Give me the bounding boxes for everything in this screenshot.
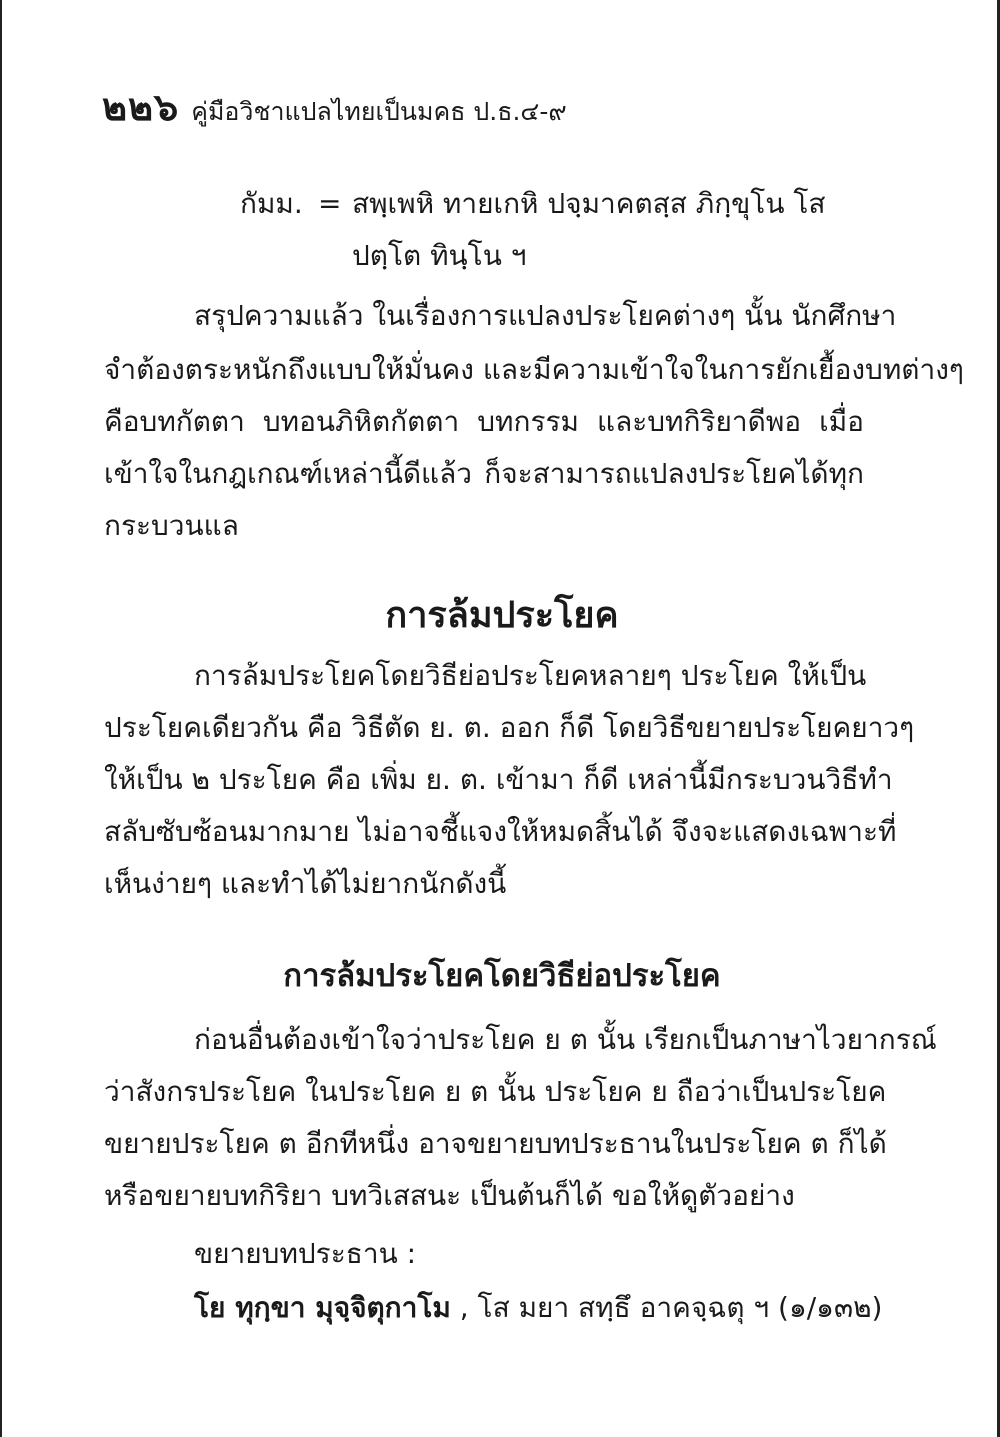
summary-line: คือบทกัตตา บทอนภิหิตกัตตา บทกรรม และบทกิริยาดีพอ เมื่อ [104, 405, 864, 438]
paragraph-line: ขยายประโยค ต อีกทีหนึ่ง อาจขยายบทประธานในประโยค ต ก็ได้ [104, 1127, 887, 1160]
example-case-label: กัมม. [240, 187, 303, 220]
example-sentence-bold-part: โย ทุกฺขา มุจฺจิตุกาโม [194, 1291, 451, 1324]
example-equals-sign: = [318, 187, 342, 220]
example-sentence [194, 1288, 882, 1328]
example-sentence-rest: , โส มยา สทฺธึ อาคจฺฉตุ ฯ (๑/๑๓๒) [450, 1291, 883, 1324]
paragraph-line: ประโยคเดียวกัน คือ วิธีตัด ย. ต. ออก ก็ดี โดยวิธีขยายประโยคยาวๆ [104, 711, 915, 744]
summary-line: จำต้องตระหนักถึงแบบให้มั่นคง และมีความเข้าใจในการยักเยื้องบทต่างๆ [104, 353, 964, 386]
paragraph-line: ให้เป็น ๒ ประโยค คือ เพิ่ม ย. ต. เข้ามา ก็ดี เหล่านี้มีกระบวนวิธีทำ [104, 763, 893, 796]
page-header [102, 76, 567, 129]
example-pali-line-2: ปตฺโต ทินฺโน ฯ [352, 239, 527, 272]
example-pali-line-1: สพฺเพหิ ทายเกหิ ปจฺมาคตสฺส ภิกฺขุโน โส [352, 187, 826, 220]
paragraph-line: ก่อนอื่นต้องเข้าใจว่าประโยค ย ต นั้น เรียกเป็นภาษาไวยากรณ์ [194, 1023, 937, 1056]
summary-line: สรุปความแล้ว ในเรื่องการแปลงประโยคต่างๆ นั้น นักศึกษา [194, 299, 897, 332]
book-title: คู่มือวิชาแปลไทยเป็นมคธ ป.ธ.๔-๙ [191, 97, 567, 126]
summary-line: เข้าใจในกฎเกณฑ์เหล่านี้ดีแล้ว ก็จะสามารถแปลงประโยคได้ทุก [104, 457, 864, 490]
paragraph-line: ว่าสังกรประโยค ในประโยค ย ต นั้น ประโยค ย ถือว่าเป็นประโยค [104, 1075, 887, 1108]
page-number: ๒๒๖ [102, 85, 180, 129]
paragraph-line: เห็นง่ายๆ และทำได้ไม่ยากนักดังนี้ [104, 867, 507, 900]
paragraph-line: หรือขยายบทกิริยา บทวิเสสนะ เป็นต้นก็ได้ ขอให้ดูตัวอย่าง [104, 1179, 795, 1212]
section-heading: การล้มประโยค [385, 595, 619, 636]
paragraph-line: สลับซับซ้อนมากมาย ไม่อาจชี้แจงให้หมดสิ้นได้ จึงจะแสดงเฉพาะที่ [104, 815, 897, 848]
subsection-heading: การล้มประโยคโดยวิธีย่อประโยค [283, 958, 721, 994]
summary-line: กระบวนแล [104, 509, 239, 542]
paragraph-line: การล้มประโยคโดยวิธีย่อประโยคหลายๆ ประโยค ให้เป็น [194, 659, 867, 692]
example-subject-label: ขยายบทประธาน : [194, 1237, 417, 1270]
